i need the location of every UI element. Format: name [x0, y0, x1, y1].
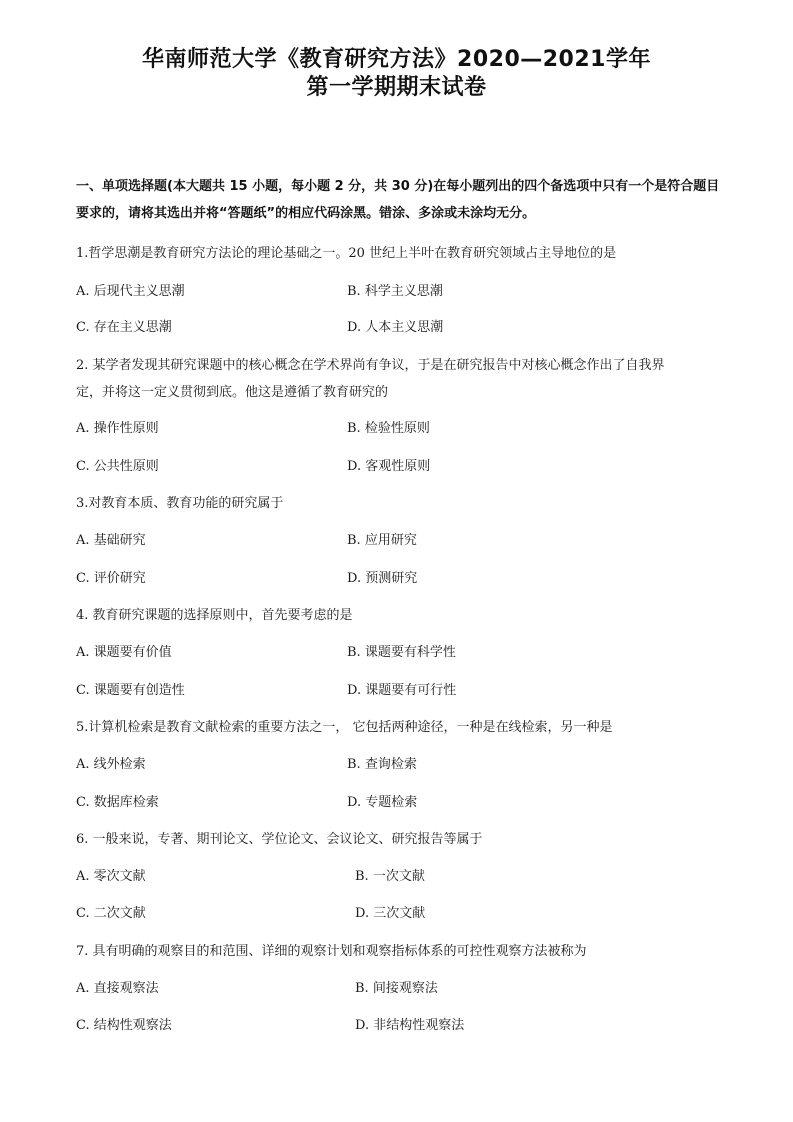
- question-1-option-a: A. 后现代主义思潮: [76, 284, 185, 299]
- question-5-option-c: C. 数据库检索: [76, 795, 159, 810]
- question-7-option-d: D. 非结构性观察法: [355, 1018, 465, 1033]
- question-6-option-c: C. 二次文献: [76, 906, 146, 921]
- question-2-option-c: C. 公共性原则: [76, 459, 159, 474]
- question-2-option-b: B. 检验性原则: [347, 421, 430, 436]
- question-2-option-a: A. 操作性原则: [76, 421, 159, 436]
- question-3-stem: 3.对教育本质、教育功能的研究属于: [76, 496, 284, 511]
- question-6-stem: 6. 一般来说，专著、期刊论文、学位论文、会议论文、研究报告等属于: [76, 832, 483, 847]
- question-2-stem-line1: 2. 某学者发现其研究课题中的核心概念在学术界尚有争议，于是在研究报告中对核心概念作出了自我界: [76, 358, 665, 373]
- question-3-option-a: A. 基础研究: [76, 533, 146, 548]
- question-3-option-b: B. 应用研究: [347, 533, 417, 548]
- question-6-option-a: A. 零次文献: [76, 869, 146, 884]
- question-1-option-b: B. 科学主义思潮: [347, 284, 443, 299]
- page-title-line2: 第一学期期末试卷: [306, 75, 487, 100]
- question-2-stem-line2: 定，并将这一定义贯彻到底。他这是遵循了教育研究的: [76, 385, 389, 400]
- question-3-option-c: C. 评价研究: [76, 571, 146, 586]
- question-1-option-c: C. 存在主义思潮: [76, 320, 172, 335]
- question-5-option-a: A. 线外检索: [76, 757, 146, 772]
- question-2-option-d: D. 客观性原则: [347, 459, 431, 474]
- page-title-line1: 华南师范大学《教育研究方法》2020—2021学年: [142, 47, 651, 72]
- question-7-stem: 7. 具有明确的观察目的和范围、详细的观察计划和观察指标体系的可控性观察方法被称为: [76, 944, 587, 959]
- question-1-option-d: D. 人本主义思潮: [347, 320, 444, 335]
- question-5-option-d: D. 专题检索: [347, 795, 418, 810]
- question-4-option-c: C. 课题要有创造性: [76, 683, 185, 698]
- question-4-stem: 4. 教育研究课题的选择原则中，首先要考虑的是: [76, 608, 353, 623]
- question-5-option-b: B. 查询检索: [347, 757, 417, 772]
- question-6-option-d: D. 三次文献: [355, 906, 426, 921]
- question-6-option-b: B. 一次文献: [355, 869, 425, 884]
- question-1-stem: 1.哲学思潮是教育研究方法论的理论基础之一。20 世纪上半叶在教育研究领域占主导地位的是: [76, 246, 617, 261]
- question-7-option-b: B. 间接观察法: [355, 981, 438, 996]
- question-7-option-a: A. 直接观察法: [76, 981, 159, 996]
- question-3-option-d: D. 预测研究: [347, 571, 418, 586]
- question-4-option-a: A. 课题要有价值: [76, 645, 172, 660]
- question-7-option-c: C. 结构性观察法: [76, 1018, 172, 1033]
- question-4-option-b: B. 课题要有科学性: [347, 645, 456, 660]
- question-5-stem: 5.计算机检索是教育文献检索的重要方法之一， 它包括两种途径，一种是在线检索，另一种是: [76, 720, 613, 735]
- section-heading: 一、单项选择题(本大题共 15 小题，每小题 2 分，共 30 分)在每小题列出的四个备选项中只有一个是符合题目要求的，请将其选出并将“答题纸”的相应代码涂黑。错涂、多涂或未涂均无分。: [76, 179, 720, 221]
- question-4-option-d: D. 课题要有可行性: [347, 683, 457, 698]
